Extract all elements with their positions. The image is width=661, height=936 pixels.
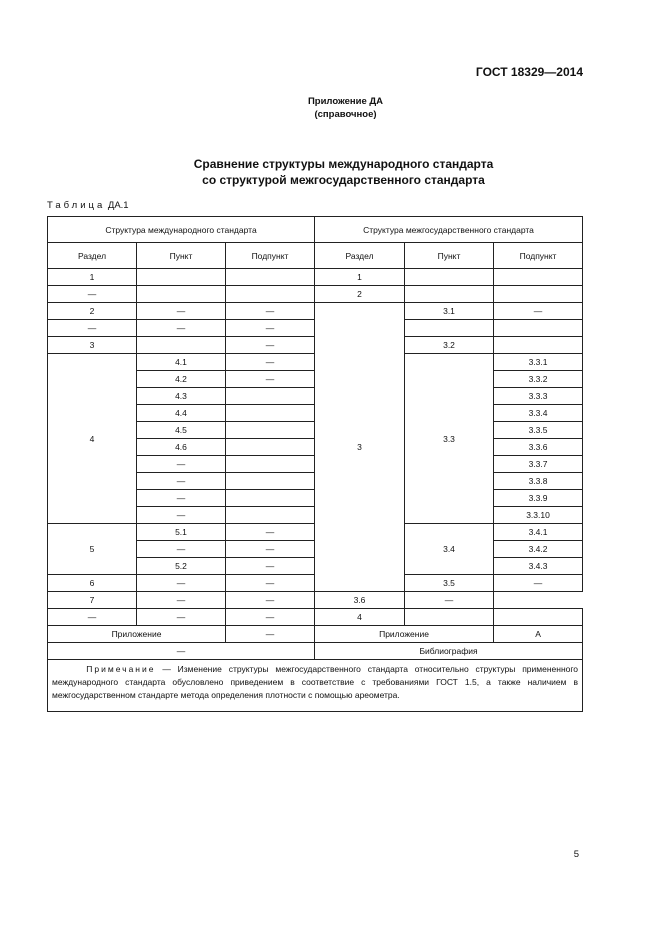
table-cell: — (48, 286, 137, 303)
table-cell: — (226, 558, 315, 575)
table-cell: — (226, 303, 315, 320)
table-cell: 3.3.5 (494, 422, 583, 439)
table-cell (494, 286, 583, 303)
table-row (48, 303, 583, 320)
table-cell: 4.6 (137, 439, 226, 456)
note-label: Примечание (86, 664, 156, 674)
table-cell (226, 269, 315, 286)
table-cell: 5 (48, 524, 137, 575)
table-cell: — (226, 320, 315, 337)
table-cell: 3.3.1 (494, 354, 583, 371)
table-cell: 4.2 (137, 371, 226, 388)
table-cell: 2 (48, 303, 137, 320)
table-cell (137, 337, 226, 354)
table-cell: 3.3.3 (494, 388, 583, 405)
table-cell: 7 (48, 592, 137, 609)
table-cell (494, 337, 583, 354)
table-cell: 3.3.10 (494, 507, 583, 524)
table-cell: — (226, 337, 315, 354)
table-cell: 3.4.3 (494, 558, 583, 575)
table-cell: — (494, 303, 583, 320)
page-title (0, 156, 661, 188)
table-caption-prefix: Таблица (47, 200, 106, 211)
standard-code: ГОСТ 18329—2014 (475, 65, 583, 79)
title-line-2: со структурой межгосударственного стандарта (202, 173, 485, 187)
table-cell (226, 507, 315, 524)
table-cell (494, 609, 583, 626)
table-cell: — (226, 541, 315, 558)
comparison-table (47, 216, 583, 712)
table-cell: 5.2 (137, 558, 226, 575)
table-cell: — (137, 507, 226, 524)
table-cell: — (137, 303, 226, 320)
table-cell: 3.3.4 (494, 405, 583, 422)
table-row-appendix (48, 626, 583, 643)
table-cell: 4 (315, 609, 405, 626)
table-cell: — (48, 609, 137, 626)
group-header-interstate: Структура межгосударственного стандарта (315, 217, 583, 243)
table-cell: 2 (315, 286, 405, 303)
table-group-header-row (48, 217, 583, 243)
table-cell: — (137, 541, 226, 558)
note-text: — Изменение структуры межгосударственного стандарта относительно структуры примененного международного стандарта обусловлено приведением в соответствие с требованиями ГОСТ 1.5, а также наличием в межгосударственном стандарте метода определения плотности с помощью ареометра. (52, 664, 579, 700)
appendix-title: Приложение ДА (307, 96, 384, 107)
table-cell: — (137, 575, 226, 592)
table-note (48, 660, 583, 712)
table-cell: 3.1 (405, 303, 494, 320)
table-cell: — (494, 575, 583, 592)
table-cell: 4 (48, 354, 137, 524)
table-cell: 3.3.9 (494, 490, 583, 507)
table-cell: 3.5 (405, 575, 494, 592)
table-cell: — (226, 592, 315, 609)
table-cell (494, 269, 583, 286)
table-row (48, 269, 583, 286)
table-row-note (48, 660, 583, 712)
table-cell (226, 405, 315, 422)
group-header-international: Структура международного стандарта (48, 217, 315, 243)
table-cell: 3.4 (405, 524, 494, 575)
appendix-heading (0, 95, 661, 121)
col-header-subclause: Подпункт (494, 243, 583, 269)
table-cell (137, 286, 226, 303)
table-cell: 4.5 (137, 422, 226, 439)
table-cell: 3.6 (315, 592, 405, 609)
table-cell (405, 320, 494, 337)
table-cell: 3.3.6 (494, 439, 583, 456)
table-row-bibliography (48, 643, 583, 660)
col-header-clause: Пункт (405, 243, 494, 269)
table-cell: 3.3.8 (494, 473, 583, 490)
table-cell: 1 (48, 269, 137, 286)
table-cell: — (226, 626, 315, 643)
table-cell: — (226, 575, 315, 592)
appendix-cell-left: Приложение (48, 626, 226, 643)
table-cell: — (48, 643, 315, 660)
table-row (48, 609, 583, 626)
table-cell (226, 490, 315, 507)
col-header-section: Раздел (48, 243, 137, 269)
appendix-subtitle: (справочное) (314, 109, 377, 120)
table-cell: — (226, 524, 315, 541)
table-cell: 3.4.2 (494, 541, 583, 558)
table-cell: — (137, 592, 226, 609)
table-cell: 4.4 (137, 405, 226, 422)
table-caption (47, 200, 129, 211)
title-line-1: Сравнение структуры международного стандарта (193, 157, 494, 171)
table-cell: — (226, 609, 315, 626)
table-cell: — (226, 371, 315, 388)
col-header-subclause: Подпункт (226, 243, 315, 269)
table-cell (226, 388, 315, 405)
appendix-value-cell: А (494, 626, 583, 643)
table-cell (226, 439, 315, 456)
table-cell (226, 473, 315, 490)
table-cell: — (226, 354, 315, 371)
table-cell: 6 (48, 575, 137, 592)
table-cell: 3.3.7 (494, 456, 583, 473)
col-header-clause: Пункт (137, 243, 226, 269)
table-cell (226, 286, 315, 303)
table-cell: — (137, 490, 226, 507)
appendix-cell-right: Приложение (315, 626, 494, 643)
table-cell: — (48, 320, 137, 337)
table-cell: — (405, 592, 494, 609)
table-cell: — (137, 320, 226, 337)
col-header-section: Раздел (315, 243, 405, 269)
table-cell (494, 320, 583, 337)
table-cell: 5.1 (137, 524, 226, 541)
table-row (48, 592, 583, 609)
table-row (48, 286, 583, 303)
table-cell: — (137, 473, 226, 490)
table-cell (226, 456, 315, 473)
table-caption-number: ДА.1 (107, 200, 129, 211)
table-cell: 4.1 (137, 354, 226, 371)
table-cell (137, 269, 226, 286)
table-cell (405, 609, 494, 626)
table-cell (226, 422, 315, 439)
table-cell: 3.2 (405, 337, 494, 354)
table-column-header-row (48, 243, 583, 269)
bibliography-cell: Библиография (315, 643, 583, 660)
table-cell: — (137, 609, 226, 626)
table-cell: 4.3 (137, 388, 226, 405)
table-cell: — (137, 456, 226, 473)
table-cell: 3.4.1 (494, 524, 583, 541)
page-number: 5 (573, 849, 579, 860)
table-cell: 1 (315, 269, 405, 286)
table-cell: 3.3.2 (494, 371, 583, 388)
table-cell: 3.3 (405, 354, 494, 524)
table-cell (405, 286, 494, 303)
table-cell: 3 (315, 303, 405, 592)
table-cell (405, 269, 494, 286)
table-cell: 3 (48, 337, 137, 354)
